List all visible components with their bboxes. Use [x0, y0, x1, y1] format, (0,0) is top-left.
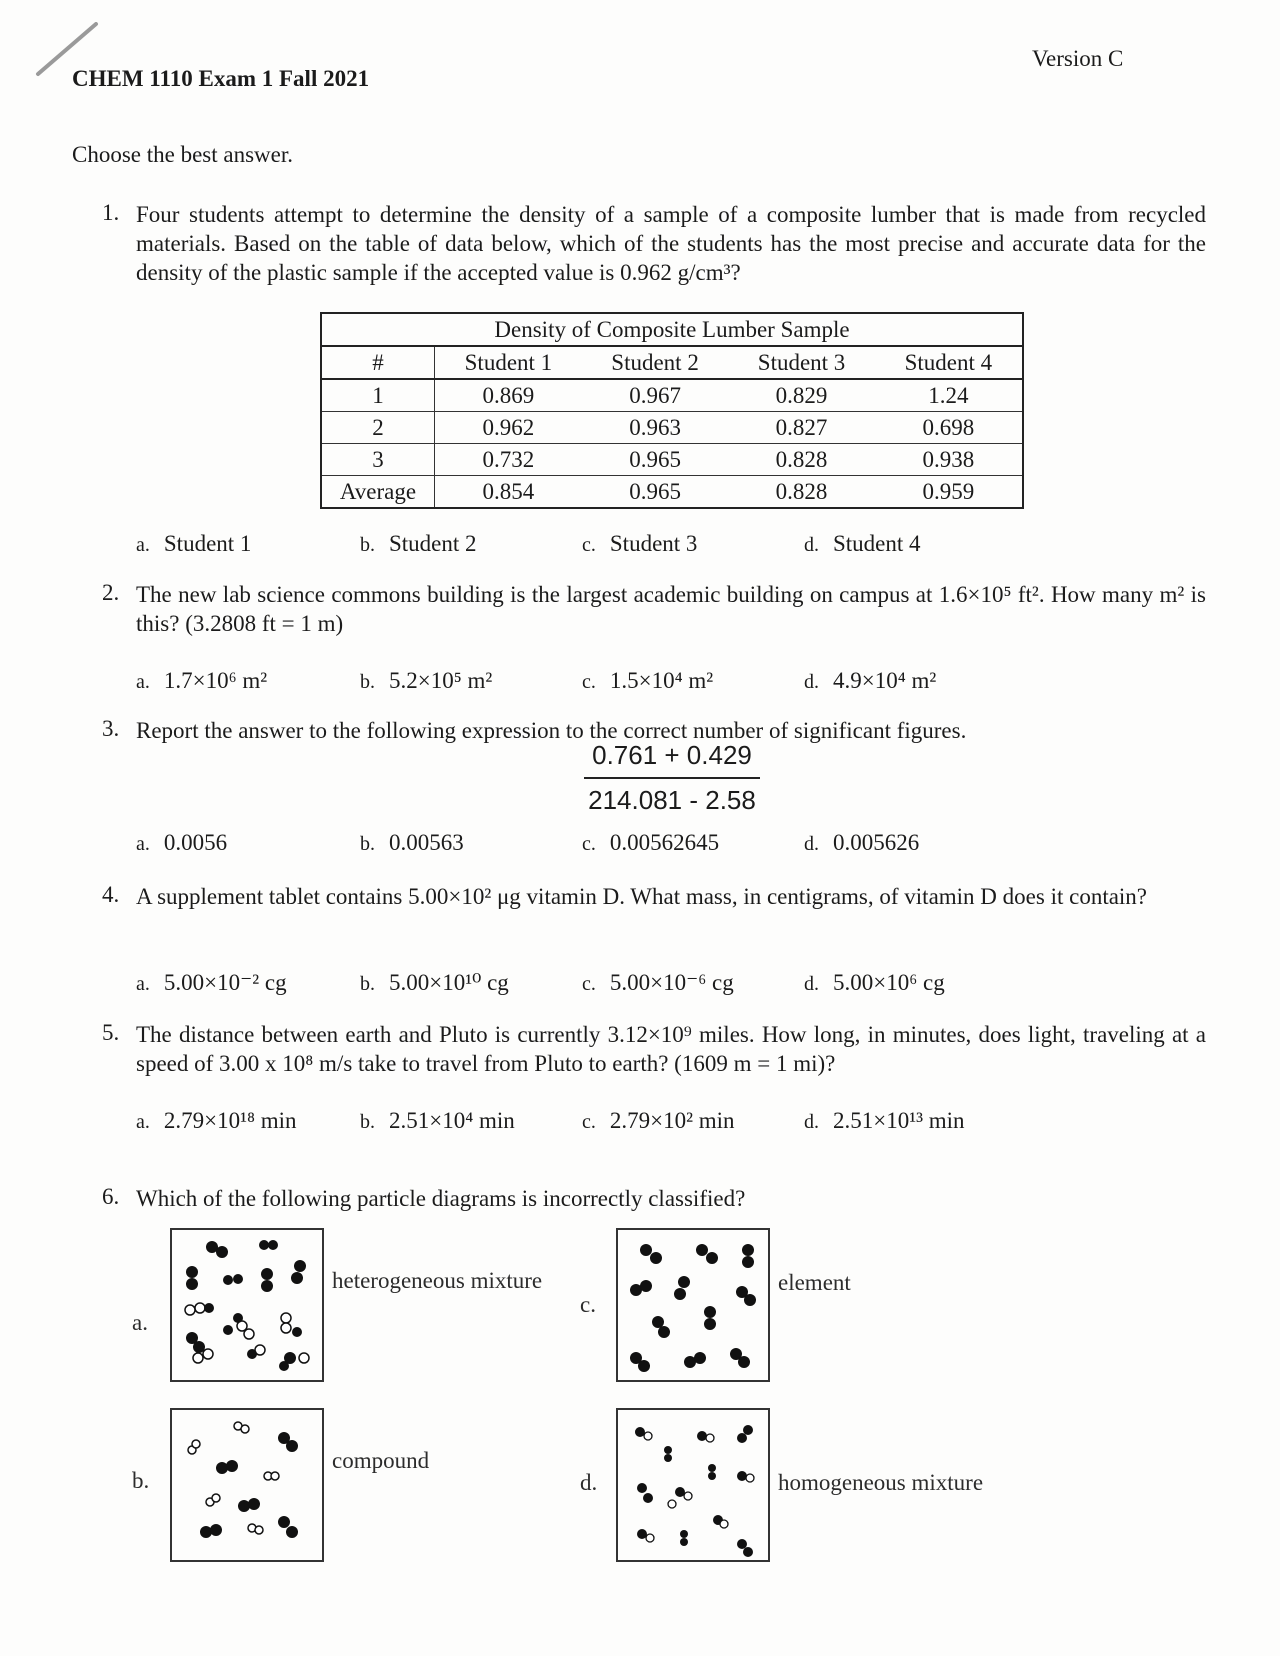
option-letter: a.	[136, 1111, 150, 1133]
q3-number: 3.	[102, 716, 120, 741]
q3-option-b[interactable]	[360, 830, 464, 856]
q4-option-a[interactable]	[136, 970, 287, 996]
q4-option-b[interactable]	[360, 970, 509, 996]
q4-text: A supplement tablet contains 5.00×10² μg vitamin D. What mass, in centigrams, of vitamin D does it contain?	[136, 884, 1148, 909]
option-text: 0.00562645	[609, 830, 720, 855]
particles-d	[618, 1410, 768, 1560]
option-letter: c.	[582, 1111, 596, 1133]
particle-diagram-b[interactable]	[170, 1408, 324, 1562]
particles-b	[172, 1410, 322, 1560]
diagram-c-label: element	[778, 1270, 851, 1295]
table-header: Student 2	[582, 346, 728, 379]
option-letter: c.	[582, 534, 596, 556]
table-cell: 0.965	[582, 444, 728, 476]
table-cell: 3	[321, 444, 435, 476]
table-cell: 2	[321, 412, 435, 444]
density-table	[320, 312, 1024, 509]
table-cell: 0.869	[435, 379, 582, 412]
q3-text: Report the answer to the following expression to the correct number of significant figures.	[136, 718, 967, 743]
expression-denominator: 214.081 - 2.58	[588, 785, 756, 815]
q2-option-b[interactable]	[360, 668, 492, 694]
table-header: Student 4	[875, 346, 1023, 379]
table-row	[321, 476, 1023, 509]
table-cell: 0.854	[482, 479, 535, 504]
q5-option-c[interactable]	[582, 1108, 735, 1134]
table-cell: 0.962	[435, 412, 582, 444]
option-text: 5.00×10¹⁰ cg	[389, 970, 509, 995]
q5-number: 5.	[102, 1020, 120, 1045]
diagram-d-label: homogeneous mixture	[778, 1470, 984, 1495]
q5-option-a[interactable]	[136, 1108, 297, 1134]
table-row	[321, 412, 1023, 444]
q4-option-c[interactable]	[582, 970, 734, 996]
option-letter: b.	[360, 833, 375, 855]
option-text: 0.005626	[833, 830, 920, 855]
q3-option-c[interactable]	[582, 830, 719, 856]
option-letter: d.	[804, 973, 819, 995]
q2-option-a[interactable]	[136, 668, 267, 694]
option-letter: b.	[360, 973, 375, 995]
q2-option-c[interactable]	[582, 668, 713, 694]
option-text: Student 2	[389, 531, 477, 556]
table-cell: 0.827	[728, 412, 874, 444]
option-text: 1.7×10⁶ m²	[163, 668, 268, 693]
table-cell: 0.963	[582, 412, 728, 444]
particle-diagram-d[interactable]	[616, 1408, 770, 1562]
table-header: #	[321, 346, 435, 379]
q4-number: 4.	[102, 882, 120, 907]
table-cell: 1	[321, 379, 435, 412]
q5-text: The distance between earth and Pluto is currently 3.12×10⁹ miles. How long, in minutes, does light, traveling at a speed of 3.00 x 10⁸ m/s take to travel from Pluto to earth? (1609 m = 1 mi)?	[136, 1022, 1206, 1076]
diagram-b-label: compound	[332, 1448, 430, 1473]
table-cell: 0.829	[728, 379, 874, 412]
option-text: 2.51×10⁴ min	[389, 1108, 515, 1133]
q1-option-a[interactable]	[136, 531, 251, 557]
q1-option-c[interactable]	[582, 531, 697, 557]
q6-number: 6.	[102, 1184, 120, 1209]
option-letter: c.	[582, 833, 596, 855]
particle-diagram-a[interactable]	[170, 1228, 324, 1382]
table-header: Student 3	[728, 346, 874, 379]
option-text: Student 3	[609, 531, 698, 556]
particles-c	[618, 1230, 768, 1380]
diagram-b-letter[interactable]: b.	[132, 1468, 150, 1493]
table-cell: 0.965	[629, 479, 681, 504]
option-text: Student 1	[163, 531, 252, 556]
option-letter: c.	[582, 671, 596, 693]
option-text: 2.51×10¹³ min	[833, 1108, 965, 1133]
q5-option-d[interactable]	[804, 1108, 965, 1134]
particles-a	[172, 1230, 322, 1380]
option-letter: a.	[136, 973, 150, 995]
table-title: Density of Composite Lumber Sample	[321, 313, 1023, 346]
option-text: 0.0056	[163, 830, 228, 855]
q4-option-d[interactable]	[804, 970, 945, 996]
exam-title: CHEM 1110 Exam 1 Fall 2021	[72, 66, 370, 91]
table-cell: Average	[321, 476, 435, 509]
option-text: 5.00×10⁻⁶ cg	[609, 970, 734, 995]
diagram-c-letter[interactable]: c.	[580, 1292, 596, 1317]
q6-text: Which of the following particle diagrams is incorrectly classified?	[136, 1186, 746, 1211]
table-row	[321, 379, 1023, 412]
option-letter: b.	[360, 1111, 375, 1133]
option-letter: a.	[136, 671, 150, 693]
q1-option-d[interactable]	[804, 531, 921, 557]
particle-diagram-c[interactable]	[616, 1228, 770, 1382]
q2-number: 2.	[102, 580, 120, 605]
option-letter: d.	[804, 671, 819, 693]
option-letter: c.	[582, 973, 596, 995]
table-cell: 0.938	[875, 444, 1023, 476]
q1-option-b[interactable]	[360, 531, 477, 557]
q1-number: 1.	[102, 200, 120, 225]
q3-expression	[584, 740, 760, 816]
option-letter: d.	[804, 1111, 819, 1133]
option-letter: d.	[804, 833, 819, 855]
option-text: 5.00×10⁻² cg	[163, 970, 287, 995]
diagram-a-label: heterogeneous mixture	[332, 1268, 543, 1293]
q2-option-d[interactable]	[804, 668, 936, 694]
instructions: Choose the best answer.	[72, 142, 294, 167]
option-text: 4.9×10⁴ m²	[833, 668, 937, 693]
q3-option-d[interactable]	[804, 830, 919, 856]
diagram-d-letter[interactable]: d.	[580, 1470, 598, 1495]
option-letter: a.	[136, 833, 150, 855]
version-label: Version C	[1032, 46, 1124, 71]
q1-text: Four students attempt to determine the density of a sample of a composite lumber that is made from recycled materials. Based on the table of data below, which of the students has the most precise and accurate data for the density of the plastic sample if the accepted value is 0.962 g/cm³?	[136, 202, 1206, 285]
q5-option-b[interactable]	[360, 1108, 515, 1134]
table-cell: 0.828	[775, 479, 828, 504]
table-cell: 0.732	[435, 444, 582, 476]
option-text: 2.79×10¹⁸ min	[163, 1108, 297, 1133]
option-letter: b.	[360, 671, 375, 693]
table-header: Student 1	[435, 346, 582, 379]
expression-numerator: 0.761 + 0.429	[584, 740, 760, 779]
option-letter: a.	[136, 534, 150, 556]
option-text: 0.00563	[389, 830, 464, 855]
option-letter: b.	[360, 534, 375, 556]
option-text: 1.5×10⁴ m²	[609, 668, 714, 693]
q2-text: The new lab science commons building is the largest academic building on campus at 1.6×10⁵ ft². How many m² is this? (3.2808 ft = 1 m)	[136, 582, 1206, 636]
table-row	[321, 444, 1023, 476]
option-text: Student 4	[833, 531, 921, 556]
table-cell: 0.959	[922, 479, 975, 504]
table-cell: 0.698	[875, 412, 1023, 444]
table-cell: 0.828	[728, 444, 874, 476]
q3-option-a[interactable]	[136, 830, 227, 856]
option-text: 2.79×10² min	[609, 1108, 735, 1133]
option-letter: d.	[804, 534, 819, 556]
option-text: 5.00×10⁶ cg	[833, 970, 945, 995]
option-text: 5.2×10⁵ m²	[389, 668, 493, 693]
diagram-a-letter[interactable]: a.	[132, 1310, 148, 1335]
table-cell: 0.967	[582, 379, 728, 412]
table-cell: 1.24	[875, 379, 1023, 412]
